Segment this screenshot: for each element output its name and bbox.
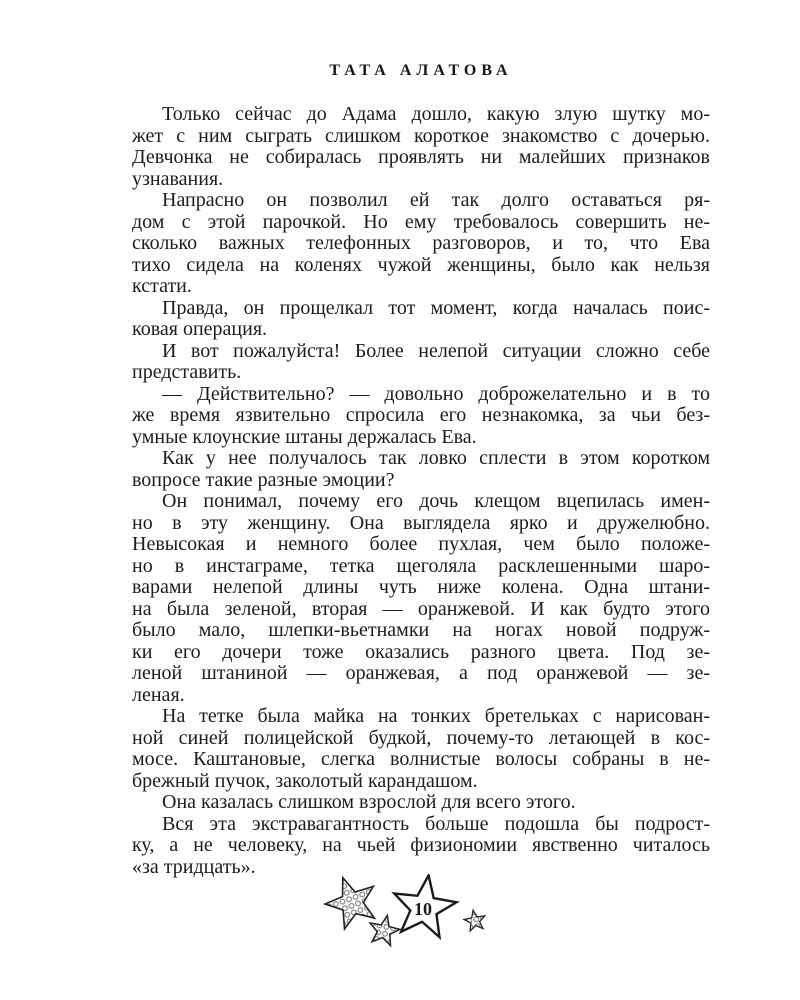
text-line: вопросе такие разные эмоции? <box>132 468 395 491</box>
paragraph <box>132 814 710 879</box>
text-line: На тетке была майка на тонких бретельках с нарисован- <box>162 705 710 727</box>
text-line: тихо сидела на коленях чужой женщины, было как нельзя <box>132 253 710 276</box>
text-line: дом с этой парочкой. Но ему требовалось совершить не- <box>132 210 710 233</box>
text-line: Он понимал, почему его дочь клещом вцепилась имен- <box>162 490 710 512</box>
text-block <box>132 104 710 878</box>
text-line: кстати. <box>132 275 192 297</box>
text-line: ной синей полицейской будкой, почему-то летающей в кос- <box>132 726 710 749</box>
paragraph <box>132 298 710 341</box>
paragraph <box>132 190 710 298</box>
text-line: было мало, шлепки-вьетнамки на ногах новой подруж- <box>132 619 710 641</box>
text-line: Невысокая и немного более пухлая, чем было положе- <box>132 533 710 555</box>
text-line: же время язвительно спросила его незнакомка, за чьи без- <box>132 404 710 426</box>
paragraph <box>132 448 710 491</box>
text-line: ку, а не человеку, на чьей физиономии явственно читалось <box>132 834 710 856</box>
text-line: но в инстаграме, тетка щеголяла расклешенными шаро- <box>132 554 710 577</box>
text-line: Как у нее получалось так ловко сплести в этом коротком <box>162 447 710 469</box>
text-line: И вот пожалуйста! Более нелепой ситуации сложно себе <box>162 339 710 362</box>
text-line: мосе. Каштановые, слегка волнистые волосы собраны в не- <box>132 748 710 770</box>
text-line: Девчонка не собиралась проявлять ни малейших признаков <box>132 146 710 168</box>
patterned-star-icon <box>463 908 487 931</box>
text-line: ки его дочери тоже оказались разного цвета. Под зе- <box>132 640 710 663</box>
text-line: жет с ним сыграть слишком короткое знакомство с дочерью. <box>132 124 710 147</box>
text-line: Правда, он прощелкал тот момент, когда началась поис- <box>162 296 710 319</box>
text-line: варами нелепой длины чуть ниже колена. Одна штани- <box>132 576 710 598</box>
text-line: леной штаниной — оранжевая, а под оранжевой — зе- <box>132 662 710 684</box>
text-line: Только сейчас до Адама дошло, какую злую шутку мо- <box>162 103 710 125</box>
text-line: «за тридцать». <box>132 855 256 878</box>
text-line: но в эту женщину. Она выглядела ярко и дружелюбно. <box>132 511 710 534</box>
paragraph <box>132 341 710 384</box>
paragraph <box>132 706 710 792</box>
text-line: Она казалась слишком взрослой для всего этого. <box>162 791 576 813</box>
text-line: Напрасно он позволил ей так долго оставаться ря- <box>162 189 710 211</box>
text-line: представить. <box>132 361 242 383</box>
text-line: ковая операция. <box>132 318 268 340</box>
text-line: леная. <box>132 683 185 706</box>
text-line: на была зеленой, вторая — оранжевой. И как будто этого <box>132 597 710 620</box>
text-line: — Действительно? — довольно доброжелательно и в то <box>162 382 710 405</box>
paragraph <box>132 792 710 814</box>
text-line: узнавания. <box>132 167 224 190</box>
paragraph <box>132 104 710 190</box>
stars-decoration-icon <box>312 874 497 954</box>
text-line: брежный пучок, заколотый карандашом. <box>132 769 478 792</box>
paragraph <box>132 384 710 449</box>
text-line: умные клоунские штаны держалась Ева. <box>132 425 477 448</box>
page-footer <box>312 874 497 954</box>
text-line: сколько важных телефонных разговоров, и то, что Ева <box>132 232 710 254</box>
paragraph <box>132 491 710 706</box>
page-number: 10 <box>414 899 432 919</box>
text-line: Вся эта экстравагантность больше подошла бы подрост- <box>162 812 710 835</box>
running-header: ТАТА АЛАТОВА <box>329 62 513 79</box>
